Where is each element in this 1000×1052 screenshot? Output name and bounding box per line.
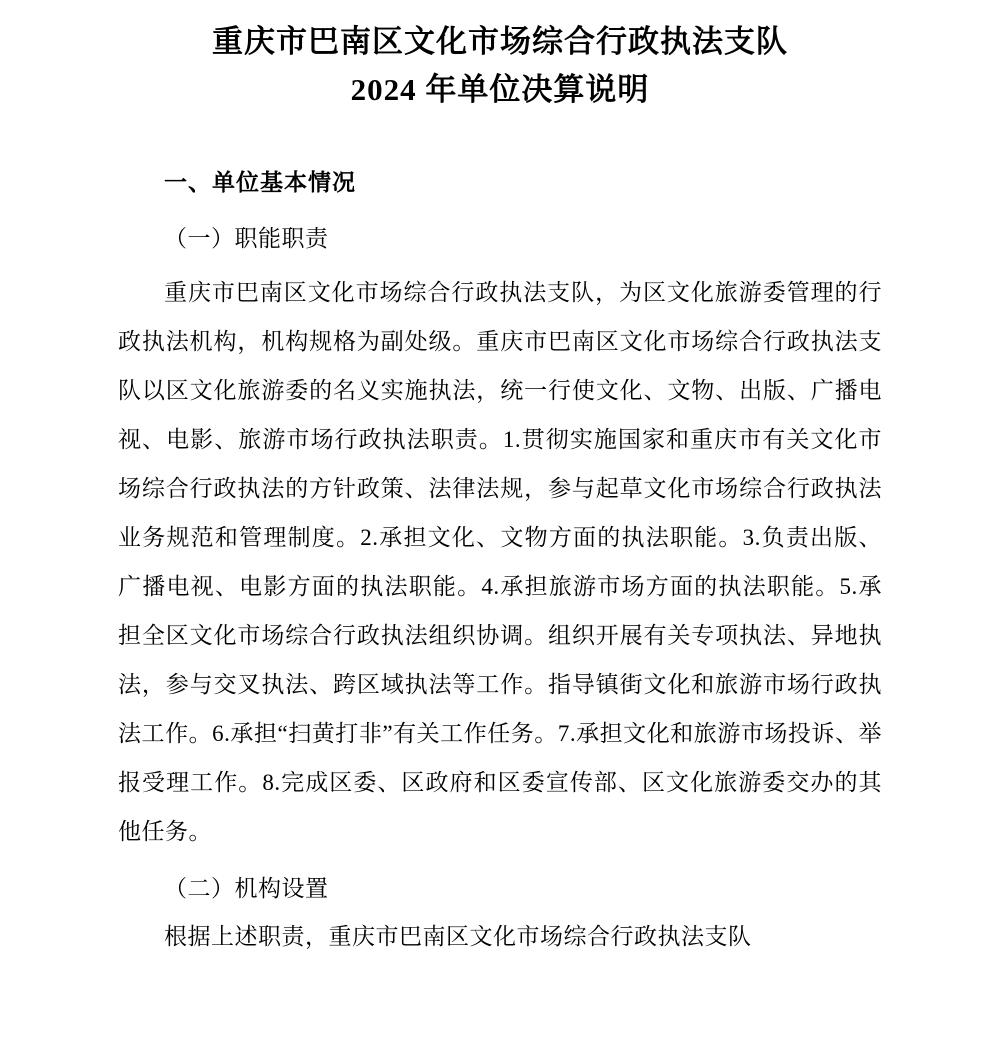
paragraph-duties: 重庆市巴南区文化市场综合行政执法支队，为区文化旅游委管理的行政执法机构，机构规格为副处级。重庆市巴南区文化市场综合行政执法支队以区文化旅游委的名义实施执法，统一行使文化、文物、出版、广播电视、电影、旅游市场行政执法职责。1.贯彻实施国家和重庆市有关文化市场综合行政执法的方针政策、法律法规，参与起草文化市场综合行政执法业务规范和管理制度。2.承担文化、文物方面的执法职能。3.负责出版、广播电视、电影方面的执法职能。4.承担旅游市场方面的执法职能。5.承担全区文化市场综合行政执法组织协调。组织开展有关专项执法、异地执法，参与交叉执法、跨区域执法等工作。指导镇街文化和旅游市场行政执法工作。6.承担“扫黄打非”有关工作任务。7.承担文化和旅游市场投诉、举报受理工作。8.完成区委、区政府和区委宣传部、区文化旅游委交办的其他任务。 xyxy=(118,280,882,844)
sub-heading-structure: （二）机构设置 xyxy=(164,876,329,901)
paragraph-structure: 根据上述职责，重庆市巴南区文化市场综合行政执法支队 xyxy=(164,924,752,949)
title-line-2: 2024 年单位决算说明 xyxy=(350,72,650,107)
section-heading-1: 一、单位基本情况 xyxy=(164,170,356,195)
sub-heading-duties: （一）职能职责 xyxy=(164,226,329,251)
page-title xyxy=(118,18,882,114)
title-line-1: 重庆市巴南区文化市场综合行政执法支队 xyxy=(212,24,788,59)
